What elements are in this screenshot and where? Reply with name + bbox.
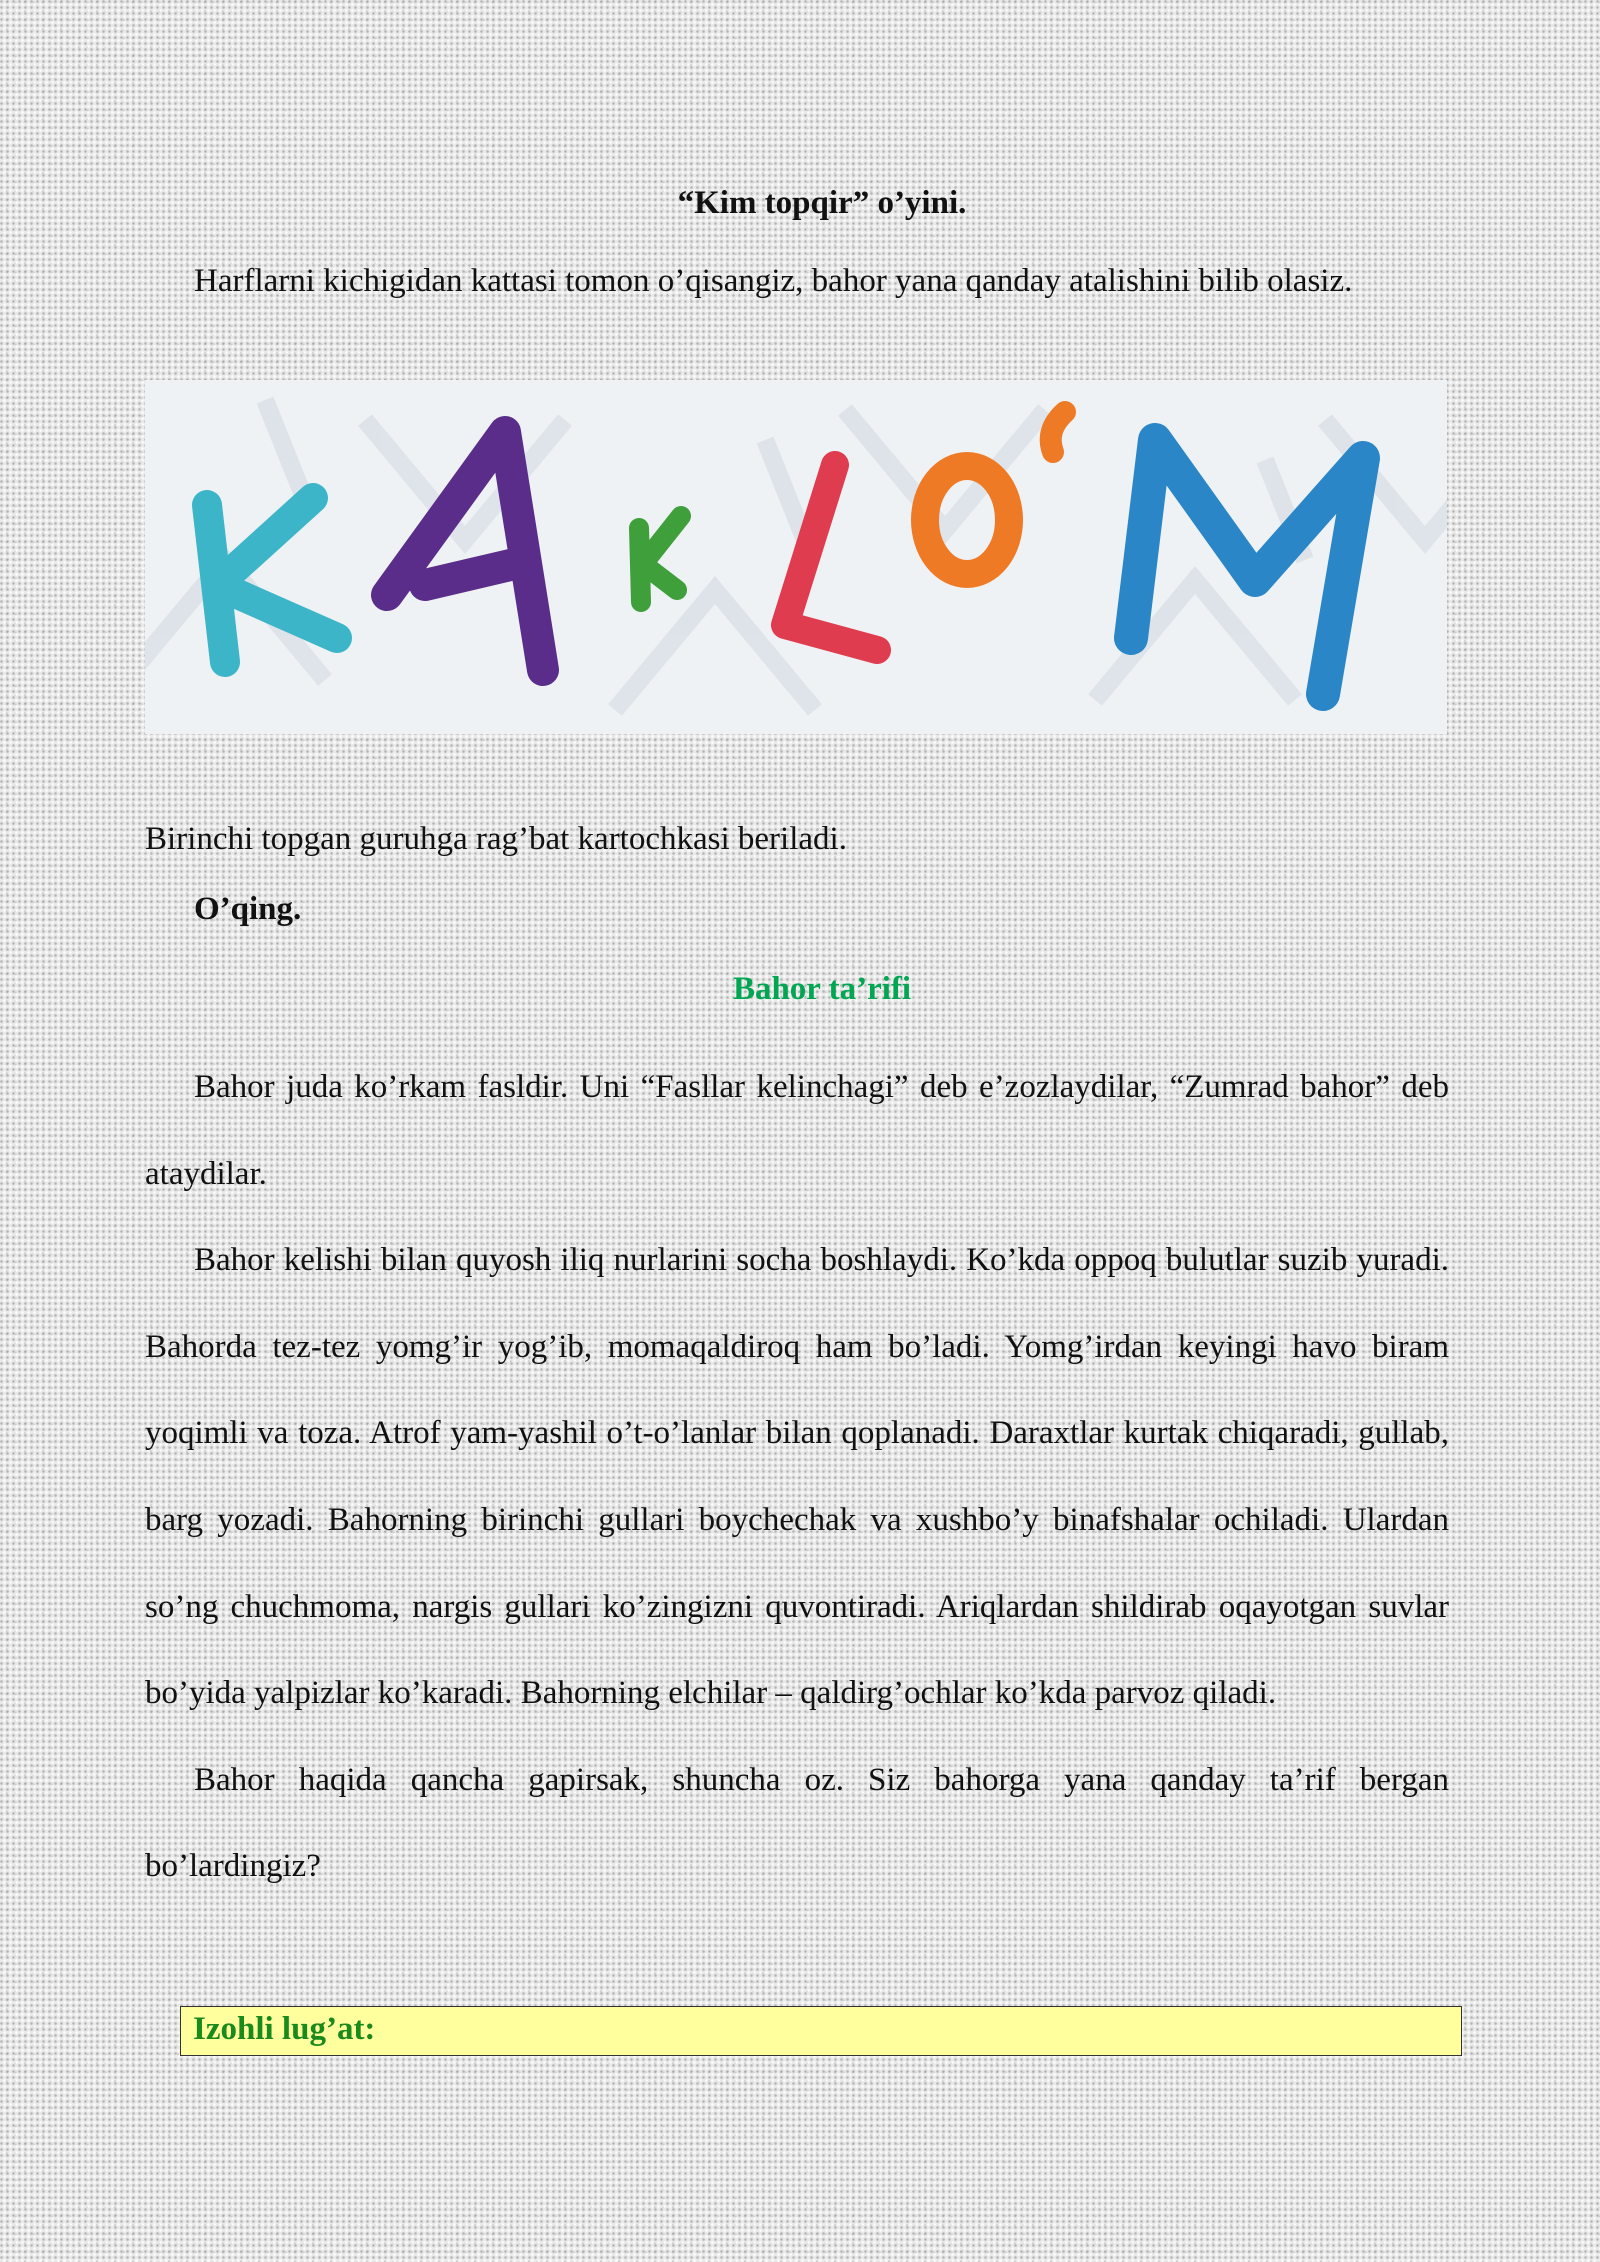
story-paragraph: Bahor kelishi bilan quyosh iliq nurlarini socha boshlaydi. Ko’kda oppoq bulutlar suzib yuradi. Bahorda tez-tez yomg’ir yog’ib, momaqaldiroq ham bo’ladi. Yomg’irdan keyingi havo biram yoqimli va toza. Atrof yam-yashil o’t-o’lanlar bilan qoplanadi. Daraxtlar kurtak chiqaradi, gullab, barg yozadi. Bahorning birinchi gullari boychechak va xushbo’y binafshalar ochiladi. Ulardan so’ng chuchmoma, nargis gullari ko’zingizni quvontiradi. Ariqlardan shildirab oqayotgan suvlar bo’yida yalpizlar ko’karadi. Bahorning elchilar – qaldirg’ochlar ko’kda parvoz qiladi. — [145, 1242, 1449, 1712]
read-label: O’qing. — [194, 891, 302, 927]
story-body — [145, 1044, 1449, 1910]
glossary-box — [180, 2006, 1462, 2056]
game-title: “Kim topqir” o’yini. — [677, 185, 967, 221]
letter-l-red — [785, 465, 877, 650]
story-paragraph: Bahor juda ko’rkam fasldir. Uni “Fasllar kelinchagi” deb e’zozlaydilar, “Zumrad bahor” deb ataydilar. — [145, 1069, 1449, 1192]
letters-banner-graphic — [145, 380, 1447, 734]
reward-text: Birinchi topgan guruhga rag’bat kartochkasi beriladi. — [145, 821, 847, 857]
letter-o-orange — [925, 466, 1009, 574]
game-instruction: Harflarni kichigidan kattasi tomon o’qisangiz, bahor yana qanday atalishini bilib olasiz. — [194, 263, 1353, 299]
letters-banner-image — [145, 380, 1447, 734]
story-paragraph: Bahor haqida qancha gapirsak, shuncha oz. Siz bahorga yana qanday ta’rif bergan bo’lardingiz? — [145, 1761, 1449, 1885]
glossary-label: Izohli lug’at: — [193, 2011, 376, 2047]
letter-k-teal — [207, 498, 337, 662]
letter-k-green — [639, 516, 681, 602]
apostrophe-orange — [1051, 412, 1065, 452]
story-title: Bahor ta’rifi — [732, 971, 912, 1007]
